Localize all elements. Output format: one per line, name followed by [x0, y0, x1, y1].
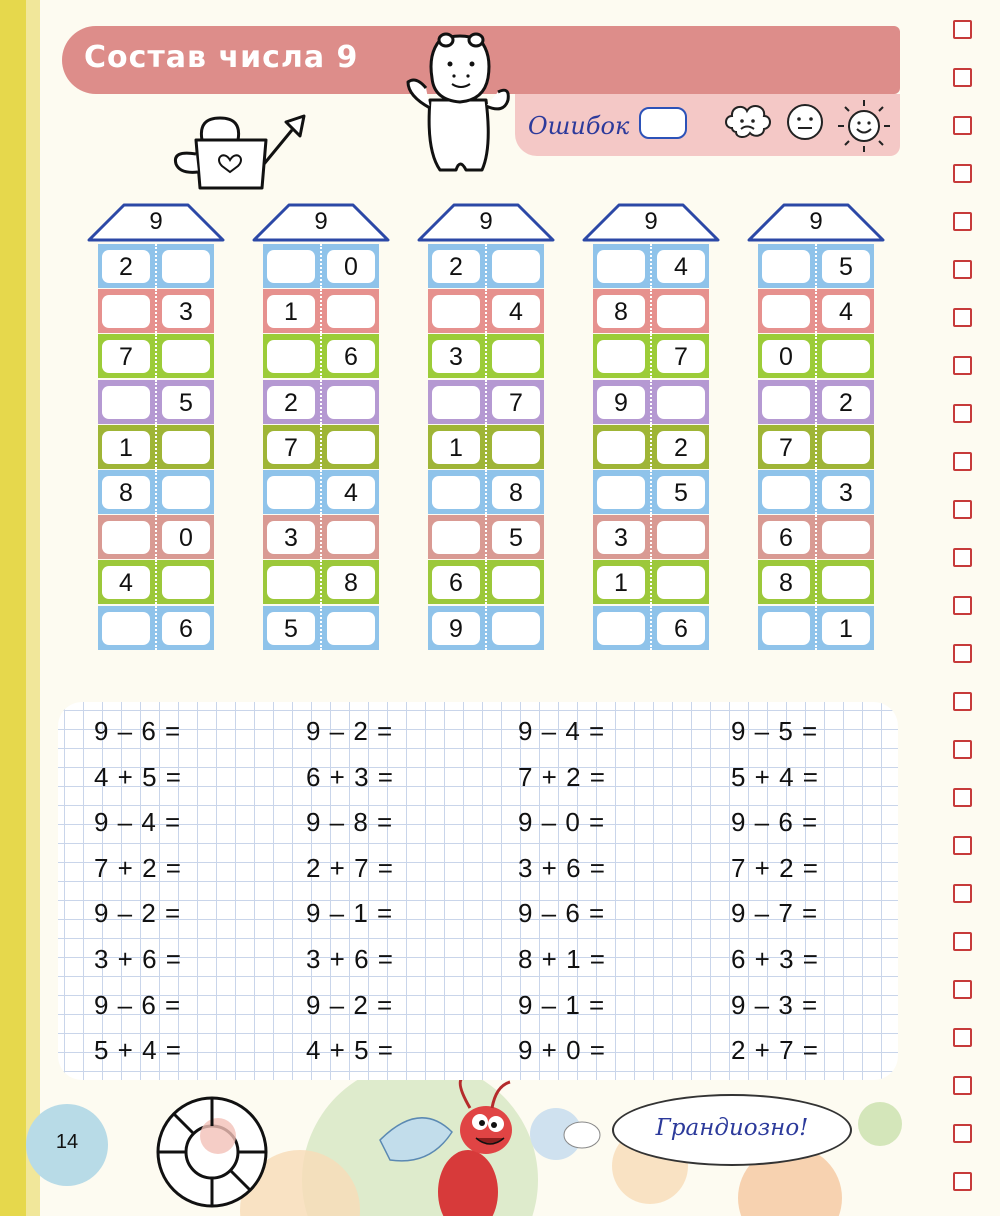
house-floor	[593, 289, 709, 333]
given-number: 5	[822, 250, 870, 283]
house-floor	[758, 425, 874, 469]
margin-checkbox[interactable]	[953, 884, 972, 903]
exercise-item[interactable]: 8 + 1 =	[518, 944, 606, 974]
answer-box[interactable]	[432, 295, 480, 328]
house-floor	[758, 334, 874, 378]
errors-input-box[interactable]	[639, 107, 687, 139]
given-number: 8	[492, 476, 540, 509]
house-floor	[98, 289, 214, 333]
given-number: 8	[102, 476, 150, 509]
answer-box[interactable]	[162, 566, 210, 599]
answer-box[interactable]	[162, 476, 210, 509]
margin-checkbox[interactable]	[953, 164, 972, 183]
house-roof-number: 9	[479, 208, 493, 235]
given-number: 1	[597, 566, 645, 599]
answer-box[interactable]	[267, 566, 315, 599]
given-number: 6	[762, 521, 810, 554]
margin-checkbox[interactable]	[953, 932, 972, 951]
house-floor	[593, 244, 709, 288]
margin-checkbox[interactable]	[953, 260, 972, 279]
watering-can-illustration	[168, 110, 308, 196]
given-number: 6	[162, 612, 210, 645]
exercise-item[interactable]: 6 + 3 =	[731, 944, 819, 974]
house-floor	[98, 515, 214, 559]
binding-spine-edge	[26, 0, 40, 1216]
house-floor	[428, 289, 544, 333]
house-floor	[263, 334, 379, 378]
exercise-item[interactable]: 9 – 2 =	[306, 989, 394, 1020]
cloud-icon[interactable]	[722, 98, 774, 144]
house-floor	[428, 470, 544, 514]
house-floor	[98, 244, 214, 288]
house-floor	[263, 560, 379, 604]
given-number: 6	[327, 340, 375, 373]
given-number: 4	[102, 566, 150, 599]
exercise-item[interactable]: 5 + 4 =	[94, 1035, 182, 1066]
number-house	[416, 202, 556, 652]
neutral-face-icon[interactable]	[782, 98, 828, 144]
answer-box[interactable]	[492, 431, 540, 464]
answer-box[interactable]	[492, 612, 540, 645]
answer-box[interactable]	[327, 295, 375, 328]
answer-box[interactable]	[657, 386, 705, 419]
house-floor	[263, 470, 379, 514]
exercise-item[interactable]: 2 + 7 =	[306, 852, 394, 883]
house-floor	[593, 334, 709, 378]
margin-checkbox[interactable]	[953, 596, 972, 615]
house-floor	[593, 606, 709, 650]
margin-checkbox[interactable]	[953, 404, 972, 423]
answer-box[interactable]	[762, 476, 810, 509]
answer-box[interactable]	[492, 250, 540, 283]
house-floor	[98, 334, 214, 378]
house-roof-number: 9	[149, 208, 163, 235]
answer-box[interactable]	[762, 386, 810, 419]
exercise-item[interactable]: 3 + 6 =	[518, 852, 606, 883]
house-floor	[758, 606, 874, 650]
hippo-illustration	[400, 30, 520, 180]
margin-checkbox[interactable]	[953, 788, 972, 807]
answer-box[interactable]	[267, 250, 315, 283]
given-number: 7	[762, 431, 810, 464]
answer-box[interactable]	[162, 250, 210, 283]
answer-box[interactable]	[597, 340, 645, 373]
house-floor	[263, 425, 379, 469]
answer-box[interactable]	[762, 250, 810, 283]
exercise-item[interactable]: 7 + 2 =	[518, 761, 606, 792]
margin-checkbox[interactable]	[953, 548, 972, 567]
margin-checkbox[interactable]	[953, 68, 972, 87]
exercise-item[interactable]: 4 + 5 =	[94, 761, 182, 792]
given-number: 4	[327, 476, 375, 509]
house-floor	[98, 606, 214, 650]
given-number: 2	[432, 250, 480, 283]
answer-box[interactable]	[327, 431, 375, 464]
given-number: 1	[432, 431, 480, 464]
answer-box[interactable]	[492, 340, 540, 373]
exercise-item[interactable]: 9 – 7 =	[731, 898, 819, 929]
margin-checkbox[interactable]	[953, 500, 972, 519]
exercise-item[interactable]: 9 – 1 =	[306, 898, 394, 929]
given-number: 4	[822, 295, 870, 328]
house-floor	[98, 560, 214, 604]
answer-box[interactable]	[597, 476, 645, 509]
exercise-item[interactable]: 9 – 0 =	[518, 807, 606, 838]
given-number: 6	[432, 566, 480, 599]
speech-bubble-text: Грандиозно!	[655, 1115, 809, 1141]
answer-box[interactable]	[327, 521, 375, 554]
given-number: 1	[267, 295, 315, 328]
answer-box[interactable]	[762, 612, 810, 645]
given-number: 9	[597, 386, 645, 419]
house-floor	[428, 515, 544, 559]
house-floor	[428, 244, 544, 288]
given-number: 3	[822, 476, 870, 509]
margin-checkbox[interactable]	[953, 308, 972, 327]
exercise-item[interactable]: 9 – 2 =	[306, 716, 394, 746]
answer-box[interactable]	[102, 612, 150, 645]
house-roof-number: 9	[314, 208, 328, 235]
house-floor	[98, 425, 214, 469]
answer-box[interactable]	[657, 566, 705, 599]
house-floor	[593, 470, 709, 514]
house-floor	[758, 470, 874, 514]
given-number: 7	[102, 340, 150, 373]
margin-checkbox[interactable]	[953, 740, 972, 759]
house-floor	[263, 606, 379, 650]
given-number: 7	[492, 386, 540, 419]
answer-box[interactable]	[432, 476, 480, 509]
exercise-item[interactable]: 4 + 5 =	[306, 1035, 394, 1066]
decorative-bubbles	[0, 1080, 1000, 1216]
given-number: 8	[762, 566, 810, 599]
house-floor	[263, 289, 379, 333]
given-number: 2	[822, 386, 870, 419]
given-number: 7	[657, 340, 705, 373]
answer-box[interactable]	[597, 431, 645, 464]
answer-box[interactable]	[327, 612, 375, 645]
answer-box[interactable]	[657, 521, 705, 554]
margin-checkbox[interactable]	[953, 692, 972, 711]
answer-box[interactable]	[267, 340, 315, 373]
margin-checkbox[interactable]	[953, 980, 972, 999]
number-house	[746, 202, 886, 652]
given-number: 9	[432, 612, 480, 645]
answer-box[interactable]	[102, 295, 150, 328]
house-floor	[428, 380, 544, 424]
answer-box[interactable]	[597, 250, 645, 283]
exercise-item[interactable]: 9 – 6 =	[94, 989, 182, 1020]
given-number: 5	[657, 476, 705, 509]
exercise-item[interactable]: 9 – 2 =	[94, 898, 182, 929]
house-floor	[593, 515, 709, 559]
margin-checkbox[interactable]	[953, 356, 972, 375]
exercise-item[interactable]: 9 – 6 =	[518, 898, 606, 929]
exercise-item[interactable]: 9 – 1 =	[518, 989, 606, 1020]
house-floor	[593, 560, 709, 604]
given-number: 1	[822, 612, 870, 645]
exercise-item[interactable]: 9 + 0 =	[518, 1035, 606, 1066]
binding-spine	[0, 0, 26, 1216]
house-floor	[758, 515, 874, 559]
house-floor	[263, 380, 379, 424]
margin-checkbox[interactable]	[953, 644, 972, 663]
given-number: 3	[597, 521, 645, 554]
given-number: 5	[267, 612, 315, 645]
given-number: 8	[327, 566, 375, 599]
answer-box[interactable]	[162, 431, 210, 464]
exercise-item[interactable]: 7 + 2 =	[731, 852, 819, 883]
answer-box[interactable]	[657, 295, 705, 328]
given-number: 0	[327, 250, 375, 283]
exercise-item[interactable]: 9 – 4 =	[518, 716, 606, 746]
margin-checkbox[interactable]	[953, 452, 972, 471]
given-number: 6	[657, 612, 705, 645]
exercise-item[interactable]: 9 – 8 =	[306, 807, 394, 838]
margin-checkbox[interactable]	[953, 20, 972, 39]
margin-checkbox[interactable]	[953, 212, 972, 231]
house-floor	[428, 560, 544, 604]
exercise-item[interactable]: 9 – 6 =	[731, 807, 819, 838]
given-number: 4	[657, 250, 705, 283]
house-floor	[263, 244, 379, 288]
exercise-grid	[58, 702, 898, 1080]
given-number: 2	[657, 431, 705, 464]
answer-box[interactable]	[822, 566, 870, 599]
house-floor	[758, 244, 874, 288]
house-floor	[593, 380, 709, 424]
given-number: 5	[162, 386, 210, 419]
given-number: 1	[102, 431, 150, 464]
answer-box[interactable]	[822, 340, 870, 373]
given-number: 3	[432, 340, 480, 373]
answer-box[interactable]	[822, 431, 870, 464]
given-number: 7	[267, 431, 315, 464]
exercise-item[interactable]: 9 – 5 =	[731, 716, 819, 746]
house-floor	[428, 334, 544, 378]
answer-box[interactable]	[102, 521, 150, 554]
answer-box[interactable]	[492, 566, 540, 599]
answer-box[interactable]	[327, 386, 375, 419]
exercise-item[interactable]: 9 – 6 =	[94, 716, 182, 746]
exercise-item[interactable]: 3 + 6 =	[306, 944, 394, 974]
house-floor	[428, 425, 544, 469]
given-number: 2	[102, 250, 150, 283]
house-floor	[98, 470, 214, 514]
margin-checkbox[interactable]	[953, 116, 972, 135]
number-house	[581, 202, 721, 652]
page-number: 14	[55, 1131, 79, 1153]
exercise-item[interactable]: 3 + 6 =	[94, 944, 182, 974]
exercise-item[interactable]: 9 – 4 =	[94, 807, 182, 838]
given-number: 4	[492, 295, 540, 328]
given-number: 2	[267, 386, 315, 419]
exercise-item[interactable]: 6 + 3 =	[306, 761, 394, 792]
house-floor	[758, 380, 874, 424]
answer-box[interactable]	[762, 295, 810, 328]
given-number: 3	[162, 295, 210, 328]
page-title: Состав числа 9	[84, 40, 359, 75]
given-number: 8	[597, 295, 645, 328]
margin-checklist	[953, 20, 977, 1200]
sun-icon[interactable]	[836, 98, 892, 154]
exercise-item[interactable]: 9 – 3 =	[731, 989, 819, 1020]
answer-box[interactable]	[267, 476, 315, 509]
margin-checkbox[interactable]	[953, 1028, 972, 1047]
exercise-item[interactable]: 2 + 7 =	[731, 1035, 819, 1066]
exercise-item[interactable]: 7 + 2 =	[94, 852, 182, 883]
answer-box[interactable]	[822, 521, 870, 554]
errors-label: Ошибок	[528, 112, 630, 140]
house-floor	[98, 380, 214, 424]
house-floor	[263, 515, 379, 559]
given-number: 5	[492, 521, 540, 554]
number-house	[251, 202, 391, 652]
house-floor	[593, 425, 709, 469]
given-number: 0	[162, 521, 210, 554]
house-floor	[758, 560, 874, 604]
house-floor	[758, 289, 874, 333]
answer-box[interactable]	[102, 386, 150, 419]
house-floor	[428, 606, 544, 650]
answer-box[interactable]	[432, 521, 480, 554]
house-roof-number: 9	[809, 208, 823, 235]
answer-box[interactable]	[597, 612, 645, 645]
exercise-item[interactable]: 5 + 4 =	[731, 761, 819, 792]
given-number: 0	[762, 340, 810, 373]
answer-box[interactable]	[162, 340, 210, 373]
answer-box[interactable]	[432, 386, 480, 419]
given-number: 3	[267, 521, 315, 554]
margin-checkbox[interactable]	[953, 836, 972, 855]
number-house	[86, 202, 226, 652]
house-roof-number: 9	[644, 208, 658, 235]
